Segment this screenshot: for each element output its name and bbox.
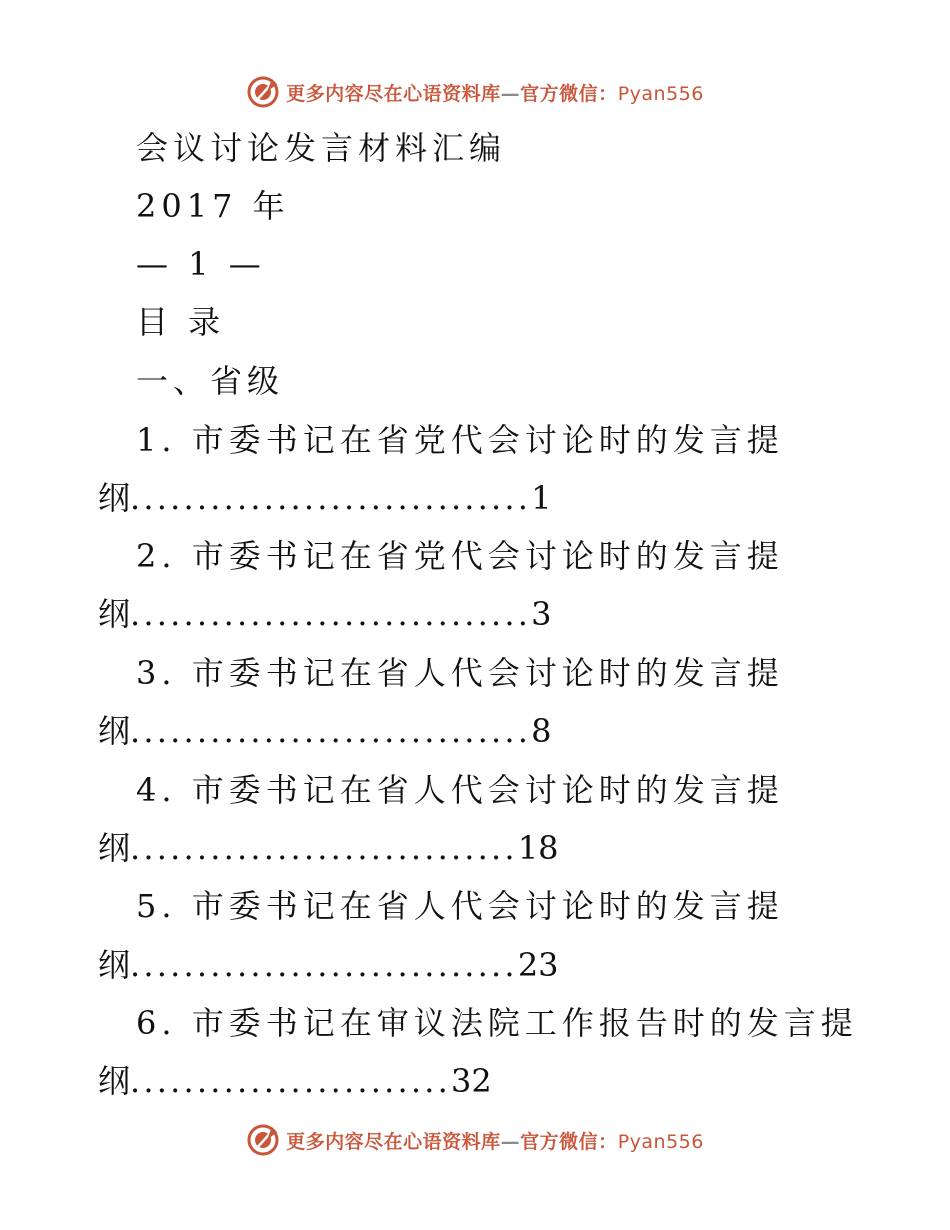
toc-item-title[interactable]: 5. 市委书记在省人代会讨论时的发言提 bbox=[136, 887, 784, 925]
toc-item-page-line[interactable]: 纲........................32 bbox=[98, 1062, 492, 1100]
toc-item-title[interactable]: 2. 市委书记在省党代会讨论时的发言提 bbox=[136, 537, 784, 575]
watermark-banner-bottom bbox=[0, 1118, 950, 1162]
toc-item-page-line[interactable]: 纲.............................23 bbox=[98, 946, 559, 984]
toc-item-title[interactable]: 4. 市委书记在省人代会讨论时的发言提 bbox=[136, 771, 784, 809]
section-heading: 一、省级 bbox=[136, 362, 285, 400]
document-title: 会议讨论发言材料汇编 bbox=[136, 129, 507, 167]
toc-page-number: 23 bbox=[517, 946, 559, 984]
watermark-text: 更多内容尽在心语资料库—官方微信：Pyan556 bbox=[286, 82, 704, 105]
toc-item-page-line[interactable]: 纲..............................1 bbox=[98, 479, 552, 517]
watermark-banner-top bbox=[0, 70, 950, 114]
quill-seal-logo-icon bbox=[246, 75, 280, 109]
toc-page-number: 32 bbox=[450, 1062, 492, 1100]
watermark-text: 更多内容尽在心语资料库—官方微信：Pyan556 bbox=[286, 1130, 704, 1153]
quill-seal-logo-icon bbox=[246, 1123, 280, 1157]
toc-page-number: 8 bbox=[531, 712, 552, 750]
page-marker: — 1 — bbox=[136, 245, 266, 283]
toc-item-page-line[interactable]: 纲..............................8 bbox=[98, 712, 552, 750]
toc-page-number: 3 bbox=[531, 595, 552, 633]
toc-page-number: 1 bbox=[531, 479, 552, 517]
toc-heading: 目 录 bbox=[136, 303, 226, 341]
document-year: 2017 年 bbox=[136, 187, 290, 225]
toc-item-page-line[interactable]: 纲..............................3 bbox=[98, 595, 552, 633]
toc-item-title[interactable]: 6. 市委书记在审议法院工作报告时的发言提 bbox=[136, 1004, 858, 1042]
toc-item-page-line[interactable]: 纲.............................18 bbox=[98, 829, 559, 867]
toc-page-number: 18 bbox=[517, 829, 559, 867]
toc-item-title[interactable]: 3. 市委书记在省人代会讨论时的发言提 bbox=[136, 654, 784, 692]
toc-item-title[interactable]: 1. 市委书记在省党代会讨论时的发言提 bbox=[136, 421, 784, 459]
